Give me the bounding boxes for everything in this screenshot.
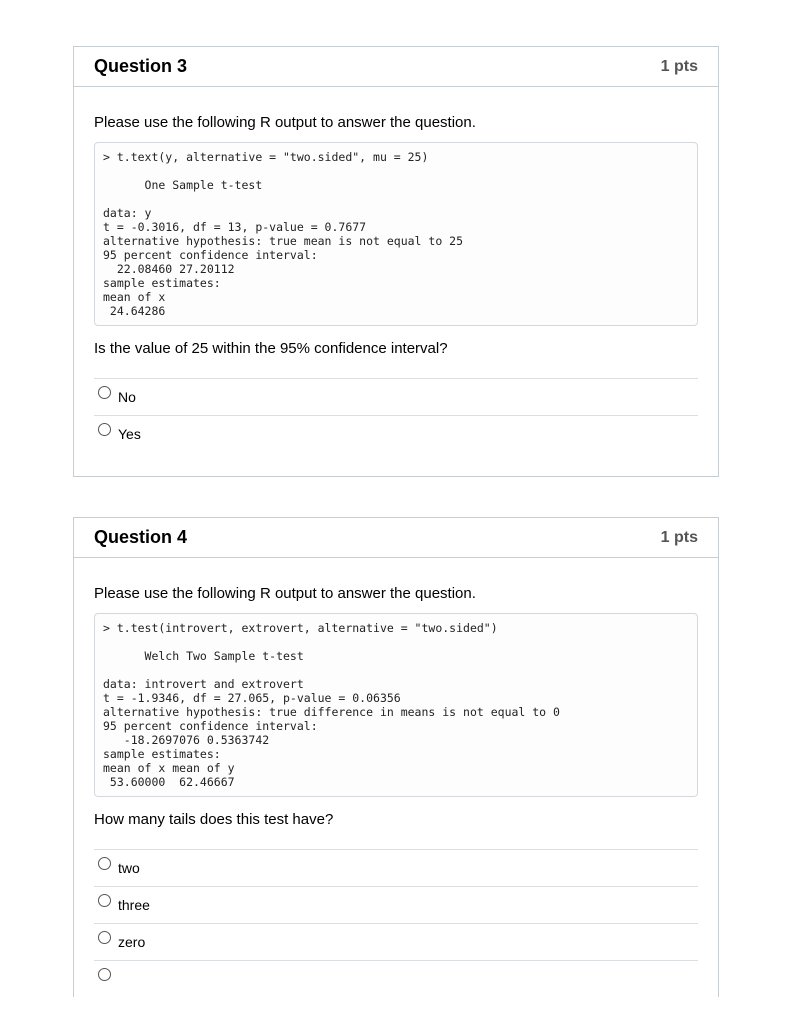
question-points: 1 pts [660,58,698,75]
answer-label: three [118,897,150,913]
question-prompt: Please use the following R output to answer the question. [94,585,476,602]
question-text: How many tails does this test have? [94,811,334,828]
answer-label: No [118,389,136,405]
answer-option-no[interactable] [94,378,698,415]
answer-label: two [118,860,140,876]
radio-button[interactable] [98,857,111,870]
question-prompt: Please use the following R output to answer the question. [94,114,476,131]
answer-option-three[interactable] [94,886,698,923]
r-output-code-block: > t.text(y, alternative = "two.sided", mu = 25) One Sample t-test data: y t = -0.3016, df = 13, p-value = 0.7677 alternative hypothesis: true mean is not equal to 25 95 percent confidence interval: 22.08460 27.20112 sample estimates: mean of x 24.64286 [94,142,698,326]
answer-option-zero[interactable] [94,923,698,960]
radio-button[interactable] [98,386,111,399]
question-text: Is the value of 25 within the 95% confidence interval? [94,340,448,357]
radio-button[interactable] [98,931,111,944]
question-points: 1 pts [660,529,698,546]
radio-button[interactable] [98,423,111,436]
question-header [74,518,718,558]
answer-option-4[interactable] [94,960,698,997]
question-header [74,47,718,87]
answer-list [94,849,698,997]
r-output-code-block: > t.test(introvert, extrovert, alternative = "two.sided") Welch Two Sample t-test data: introvert and extrovert t = -1.9346, df = 27.065, p-value = 0.06356 alternative hypothesis: true difference in means is not equal to 0 95 percent confidence interval: -18.2697076 0.5363742 sample estimates: mean of x mean of y 53.60000 62.46667 [94,613,698,797]
question-card-4 [73,517,719,997]
question-title: Question 4 [94,527,188,547]
radio-button[interactable] [98,894,111,907]
radio-button[interactable] [98,968,111,981]
answer-list [94,378,698,452]
answer-label: zero [118,934,146,950]
question-card-3 [73,46,719,477]
answer-option-yes[interactable] [94,415,698,452]
answer-option-two[interactable] [94,849,698,886]
answer-label: Yes [118,426,141,442]
question-title: Question 3 [94,56,188,76]
